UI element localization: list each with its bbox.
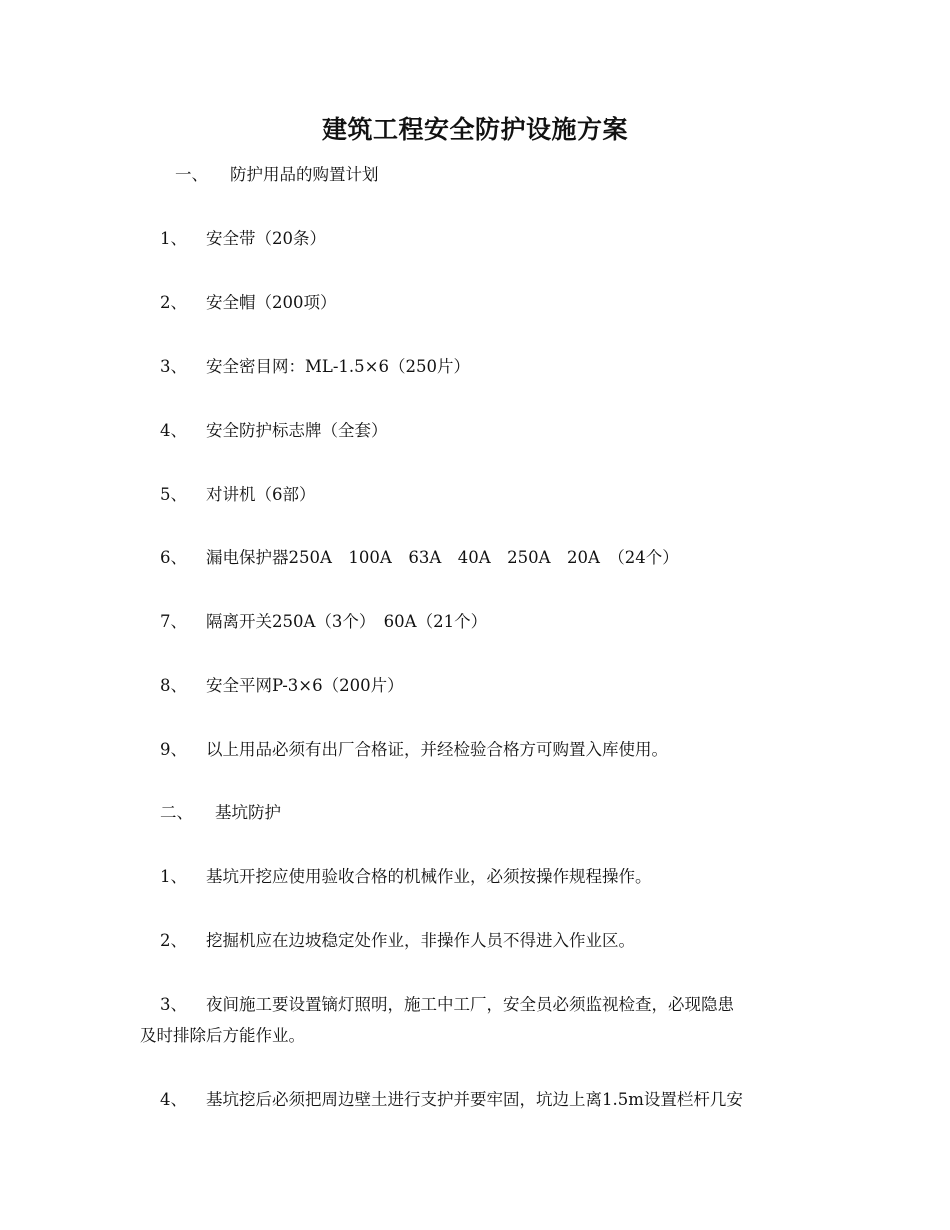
item-number: 1、: [160, 867, 187, 886]
item-number: 3、: [160, 995, 187, 1014]
item-number: 3、: [160, 357, 187, 376]
item-text: 夜间施工要设置镝灯照明，施工中工厂，安全员必须监视检查，必现隐患: [206, 995, 734, 1014]
section-number: 一、: [175, 165, 208, 184]
item-text: 隔离开关250A（3个） 60A（21个）: [206, 612, 488, 631]
item-text-continuation: 及时排除后方能作业。: [140, 1026, 305, 1045]
item-number: 4、: [160, 421, 187, 440]
item-number: 8、: [160, 676, 187, 695]
item-number: 4、: [160, 1090, 187, 1109]
document-title: 建筑工程安全防护设施方案: [321, 115, 628, 144]
item-text: 安全带（20条）: [206, 229, 326, 248]
item-text: 对讲机（6部）: [206, 485, 316, 504]
section-title: 防护用品的购置计划: [230, 165, 379, 184]
item-text: 以上用品必须有出厂合格证，并经检验合格方可购置入库使用。: [206, 740, 668, 759]
section-title: 基坑防护: [215, 803, 281, 822]
item-text: 漏电保护器250A 100A 63A 40A 250A 20A （24个）: [206, 548, 679, 567]
item-text: 安全帽（200项）: [206, 293, 337, 312]
item-text: 安全密目网：ML-1.5×6（250片）: [206, 357, 470, 376]
item-number: 2、: [160, 293, 187, 312]
item-text: 安全平网P-3×6（200片）: [206, 676, 404, 695]
item-number: 1、: [160, 229, 187, 248]
item-number: 5、: [160, 485, 187, 504]
item-number: 6、: [160, 548, 187, 567]
item-text: 安全防护标志牌（全套）: [206, 421, 388, 440]
item-text: 基坑开挖应使用验收合格的机械作业，必须按操作规程操作。: [206, 867, 652, 886]
section-number: 二、: [160, 803, 193, 822]
item-number: 2、: [160, 931, 187, 950]
item-number: 7、: [160, 612, 187, 631]
item-number: 9、: [160, 740, 187, 759]
item-text: 挖掘机应在边坡稳定处作业，非操作人员不得进入作业区。: [206, 931, 635, 950]
item-text: 基坑挖后必须把周边壁土进行支护并要牢固，坑边上离1.5m设置栏杆几安: [206, 1090, 743, 1109]
